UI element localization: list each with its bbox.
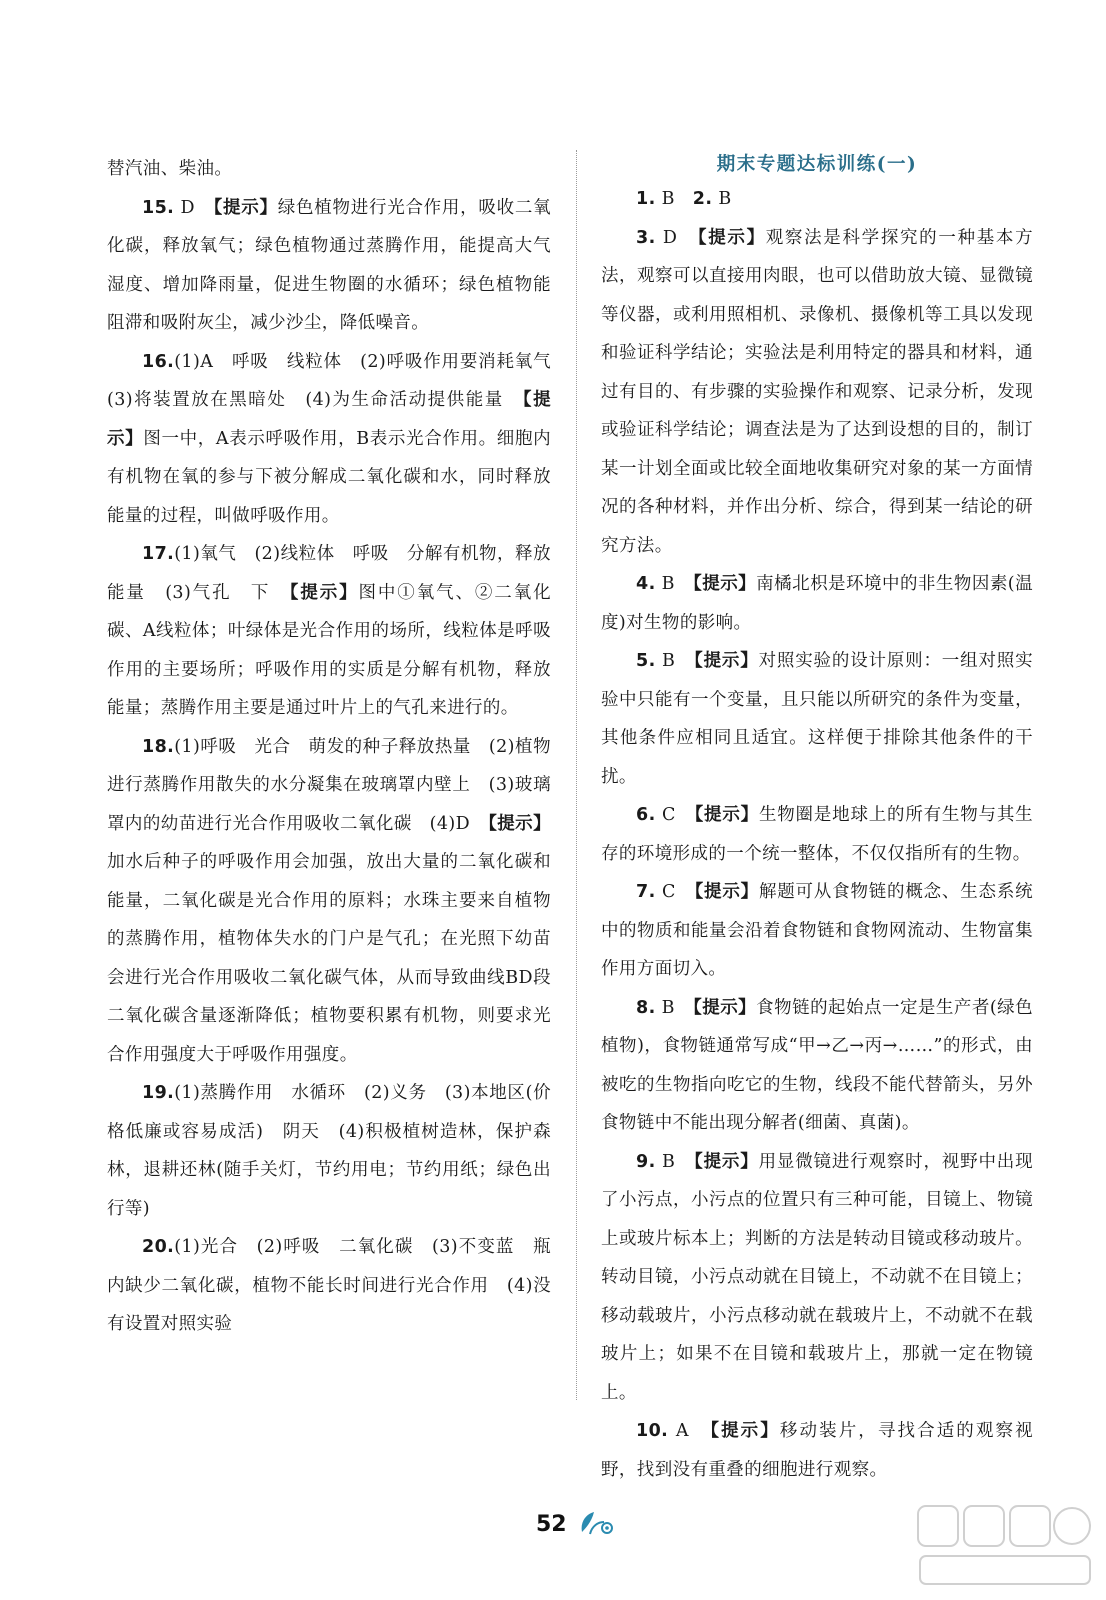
- answer-item-3: 3. D 【提示】观察法是科学探究的一种基本方法，观察可以直接用肉眼，也可以借助放大镜、显微镜等仪器，或利用照相机、录像机、摄像机等工具以发现和验证科学结论；实验法是利用特定的器具和材料，通过有目的、有步骤的实验操作和观察、记录分析，发现或验证科学结论；调查法是为了达到设想的目的，制订某一计划全面或比较全面地收集研究对象的某一方面情况的各种材料，并作出分析、综合，得到某一结论的研究方法。: [601, 227, 1033, 556]
- answer-item-10: 10. A 【提示】移动装片，寻找合适的观察视野，找到没有重叠的细胞进行观察。: [601, 1421, 1033, 1480]
- answer-item-20: 20.(1)光合 (2)呼吸 二氧化碳 (3)不变蓝 瓶内缺少二氧化碳，植物不能长时间进行光合作用 (4)没有设置对照实验: [107, 1237, 551, 1334]
- answer-item-1-2: 1. B 2. B: [636, 189, 732, 209]
- mxqe-watermark-logo: [912, 1498, 1098, 1592]
- answer-item-5: 5. B 【提示】对照实验的设计原则：一组对照实验中只能有一个变量，且只能以所研究的条件为变量，其他条件应相同且适宜。这样便于排除其他条件的干扰。: [601, 651, 1033, 787]
- right-column: [601, 150, 1033, 1489]
- answer-item-7: 7. C 【提示】解题可从食物链的概念、生态系统中的物质和能量会沿着食物链和食物网流动、生物富集作用方面切入。: [601, 882, 1034, 979]
- answer-item-17: 17.(1)氧气 (2)线粒体 呼吸 分解有机物，释放能量 (3)气孔 下 【提示】图中①氧气、②二氧化碳、A线粒体；叶绿体是光合作用的场所，线粒体是呼吸作用的主要场所；呼吸作用的实质是分解有机物，释放能量；蒸腾作用主要是通过叶片上的气孔来进行的。: [107, 544, 551, 718]
- answer-item-4: 4. B 【提示】南橘北枳是环境中的非生物因素(温度)对生物的影响。: [601, 574, 1034, 633]
- column-divider: [576, 150, 577, 1400]
- answer-item-19: 19.(1)蒸腾作用 水循环 (2)义务 (3)本地区(价格低廉或容易成活) 阴天 (4)积极植树造林，保护森林，退耕还林(随手关灯，节约用电；节约用纸；绿色出行等): [107, 1083, 551, 1219]
- answer-item-8: 8. B 【提示】食物链的起始点一定是生产者(绿色植物)，食物链通常写成“甲→乙→丙→……”的形式，由被吃的生物指向吃它的生物，线段不能代替箭头，另外食物链中不能出现分解者(细菌、真菌)。: [601, 997, 1034, 1133]
- answer-item-18: 18.(1)呼吸 光合 萌发的种子释放热量 (2)植物进行蒸腾作用散失的水分凝集在玻璃罩内壁上 (3)玻璃罩内的幼苗进行光合作用吸收二氧化碳 (4)D 【提示】加水后种子的呼吸作用会加强，放出大量的二氧化碳和能量，二氧化碳是光合作用的原料；水珠主要来自植物的蒸腾作用，植物体失水的门户是气孔；在光照下幼苗会进行光合作用吸收二氧化碳气体，从而导致曲线BD段二氧化碳含量逐渐降低；植物要积累有机物，则要求光合作用强度大于呼吸作用强度。: [107, 736, 551, 1065]
- left-column: [107, 150, 569, 1344]
- answer-item-9: 9. B 【提示】用显微镜进行观察时，视野中出现了小污点，小污点的位置只有三种可能，目镜上、物镜上或玻片标本上；判断的方法是转动目镜或移动玻片。转动目镜，小污点动就在目镜上，不动就不在目镜上；移动载玻片，小污点移动就在载玻片上，不动就不在载玻片上；如果不在目镜和载玻片上，那就一定在物镜上。: [601, 1151, 1033, 1403]
- answer-item-16: 16.(1)A 呼吸 线粒体 (2)呼吸作用要消耗氧气 (3)将装置放在黑暗处 (4)为生命活动提供能量 【提示】图一中，A表示呼吸作用，B表示光合作用。细胞内有机物在氧的参与下被分解成二氧化碳和水，同时释放能量的过程，叫做呼吸作用。: [107, 351, 569, 526]
- section-title: 期末专题达标训练(一): [716, 154, 918, 175]
- answer-item-15: 15. D 【提示】绿色植物进行光合作用，吸收二氧化碳，释放氧气；绿色植物通过蒸腾作用，能提高大气湿度、增加降雨量，促进生物圈的水循环；绿色植物能阻滞和吸附灰尘，减少沙尘，降低噪音。: [107, 197, 552, 333]
- page-number: 52: [536, 1512, 567, 1537]
- answer-item-6: 6. C 【提示】生物圈是地球上的所有生物与其生存的环境形成的一个统一整体，不仅仅指所有的生物。: [601, 805, 1034, 864]
- answer-continuation: 替汽油、柴油。: [107, 159, 233, 179]
- leaf-swirl-icon: [576, 1508, 616, 1540]
